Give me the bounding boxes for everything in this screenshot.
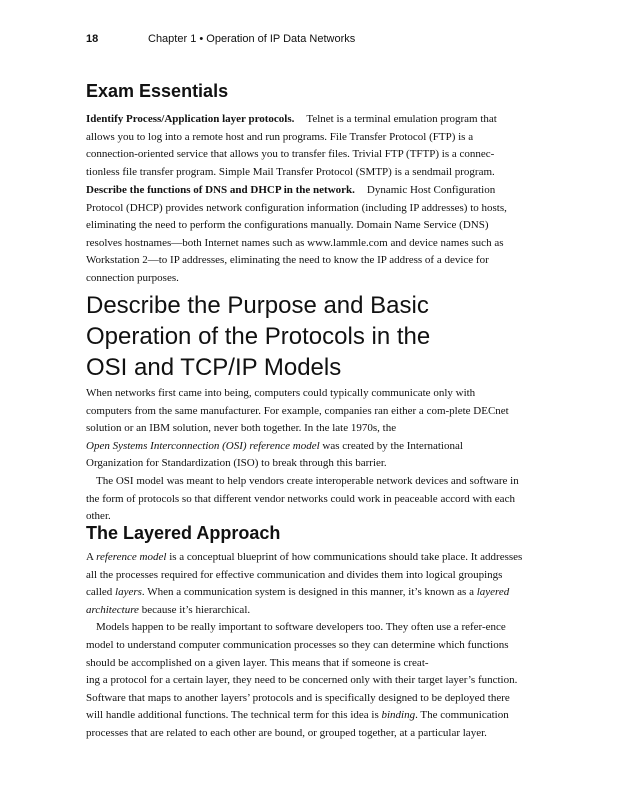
layered-line-5: Models happen to be really important to software developers too. They often use a refer-ence: [96, 621, 506, 634]
item-1-line-2: allows you to log into a remote host and run programs. File Transfer Protocol (FTP) is a: [86, 130, 474, 143]
osi-line-4-rest: was created by the International: [319, 439, 463, 452]
section-heading-line-3: OSI and TCP/IP Models: [86, 354, 342, 381]
item-2-line-4: resolves hostnames—both Internet names such as www.lammle.com and device names such as: [86, 236, 504, 249]
osi-line-5: Organization for Standardization (ISO) to break through this barrier.: [86, 457, 387, 470]
layered-l4-b: because it’s hierarchical.: [138, 603, 251, 616]
layered-line-7: should be accomplished on a given layer. This means that if someone is creat-: [86, 656, 429, 669]
item-2-line-6: connection purposes.: [86, 271, 179, 284]
layered-l10-a: will handle additional functions. The technical term for this idea is: [86, 709, 382, 722]
osi-line-1: When networks first came into being, computers could typically communicate only with: [86, 387, 476, 399]
exam-essentials-heading: Exam Essentials: [86, 81, 229, 101]
layered-l1-b: is a conceptual blueprint of how communications should take place. It addresses: [166, 551, 523, 563]
exam-essential-item-1: [86, 111, 554, 181]
layered-line-9: Software that maps to another layers’ protocols and is specifically designed to be deployed there: [86, 691, 510, 704]
layered-line-2: all the processes required for effective communication and divides them into logical groupings: [86, 568, 503, 581]
item-2-line-2: Protocol (DHCP) provides network configuration information (including IP addresses) to hosts,: [86, 201, 507, 214]
item-2-line-3: eliminating the need to perform the configurations manually. Domain Name Service (DNS): [86, 219, 489, 232]
osi-line-6: The OSI model was meant to help vendors create interoperable network devices and software in: [96, 474, 519, 487]
item-1-line-4: tionless file transfer program. Simple Mail Transfer Protocol (SMTP) is a sendmail program.: [86, 165, 495, 178]
osi-line-2: computers from the same manufacturer. For example, companies ran either a com-plete DECnet: [86, 404, 509, 417]
osi-line-3: solution or an IBM solution, never both together. In the late 1970s, the: [86, 422, 397, 435]
item-2-label: Describe the functions of DNS and DHCP in the network.: [86, 184, 355, 196]
item-1-line-1: Telnet is a terminal emulation program that: [306, 113, 497, 125]
architecture-term: architecture: [86, 603, 139, 616]
layered-term: layered: [476, 586, 510, 599]
layered-l1-a: A: [86, 551, 97, 563]
osi-intro-paragraph: [86, 385, 554, 526]
exam-essential-item-2: [86, 182, 554, 288]
osi-line-7: the form of protocols so that different vendor networks could work in peaceable accord with each: [86, 492, 515, 505]
running-header: [86, 33, 546, 47]
item-1-label: Identify Process/Application layer protocols.: [86, 113, 295, 125]
item-2-line-5: Workstation 2—to IP addresses, eliminating the need to know the IP address of a device for: [86, 254, 489, 267]
layers-term: layers: [115, 586, 142, 599]
layered-approach-paragraph: [86, 549, 554, 743]
binding-term: binding: [381, 709, 416, 722]
item-2-line-1: Dynamic Host Configuration: [366, 184, 496, 196]
layered-line-6: model to understand computer communication processes so they can determine which functions: [86, 638, 509, 651]
osi-line-8: other.: [86, 510, 111, 523]
layered-l3-a: called: [86, 586, 116, 599]
section-heading-line-1: Describe the Purpose and Basic: [86, 292, 429, 319]
section-heading: [86, 290, 566, 383]
osi-model-term: Open Systems Interconnection (OSI) reference model: [86, 439, 320, 452]
layered-l10-b: . The communication: [415, 709, 509, 722]
layered-line-8: ing a protocol for a certain layer, they need to be concerned only with their target layer’s function.: [86, 674, 518, 687]
item-1-line-3: connection-oriented service that allows you to transfer files. Trivial FTP (TFTP) is a connec-: [86, 148, 495, 161]
page-number: 18: [86, 33, 99, 45]
layered-approach-heading: The Layered Approach: [86, 523, 281, 543]
layered-line-11: processes that are related to each other are bound, or grouped together, at a particular layer.: [86, 726, 487, 739]
layered-l3-b: . When a communication system is designed in this manner, it’s known as a: [141, 586, 477, 599]
chapter-title: Chapter 1 • Operation of IP Data Networks: [148, 33, 356, 45]
section-heading-line-2: Operation of the Protocols in the: [86, 323, 431, 350]
reference-model-term: reference model: [96, 551, 167, 563]
